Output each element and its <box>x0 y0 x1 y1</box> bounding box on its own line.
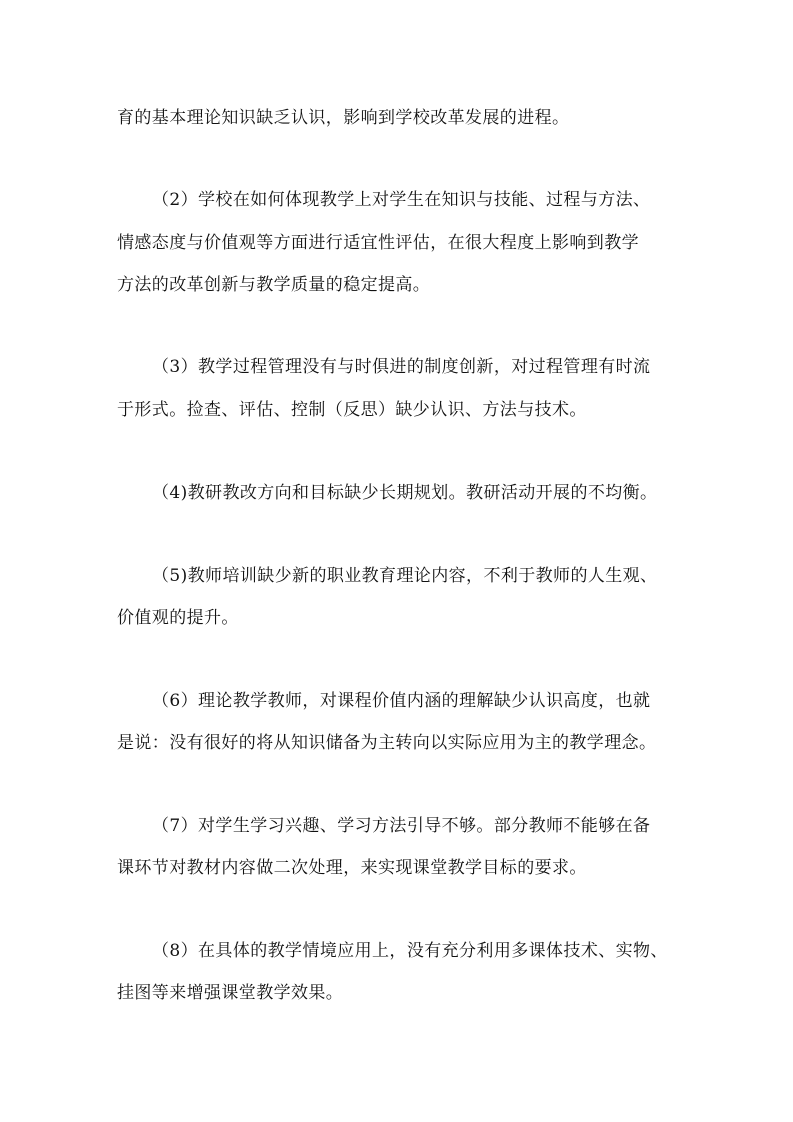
paragraph-6-line-2: 是说：没有很好的将从知识储备为主转向以实际应用为主的教学理念。 <box>117 733 657 753</box>
paragraph-2-line-3: 方法的改革创新与教学质量的稳定提高。 <box>117 275 431 295</box>
paragraph-3-line-1: （3）教学过程管理没有与时俱进的制度创新，对过程管理有时流 <box>152 357 651 377</box>
paragraph-5-line-1: （5)教师培训缺少新的职业教育理论内容，不利于教师的人生观、 <box>152 566 658 586</box>
paragraph-8-line-1: （8）在具体的教学情境应用上，没有充分利用多课体技术、实物、 <box>152 941 668 961</box>
paragraph-6-line-1: （6）理论教学教师，对课程价值内涵的理解缺少认识高度，也就 <box>152 691 651 711</box>
paragraph-8-line-2: 挂图等来增强课堂教学效果。 <box>117 983 344 1003</box>
paragraph-2-line-1: （2）学校在如何体现教学上对学生在知识与技能、过程与方法、 <box>152 190 651 210</box>
paragraph-4-line-1: （4)教研教改方向和目标缺少长期规划。教研活动开展的不均衡。 <box>152 483 658 503</box>
paragraph-3-line-2: 于形式。捡查、评估、控制（反思）缺少认识、方法与技术。 <box>117 400 587 420</box>
paragraph-7-line-2: 课环节对教材内容做二次处理，来实现课堂教学目标的要求。 <box>117 858 587 878</box>
paragraph-2-line-2: 情感态度与价值观等方面进行适宜性评估，在很大程度上影响到教学 <box>117 233 639 253</box>
paragraph-1-line-1: 育的基本理论知识缺乏认识，影响到学校改革发展的进程。 <box>117 108 570 128</box>
paragraph-5-line-2: 价值观的提升。 <box>117 608 239 628</box>
paragraph-7-line-1: （7）对学生学习兴趣、学习方法引导不够。部分教师不能够在备 <box>152 816 651 836</box>
